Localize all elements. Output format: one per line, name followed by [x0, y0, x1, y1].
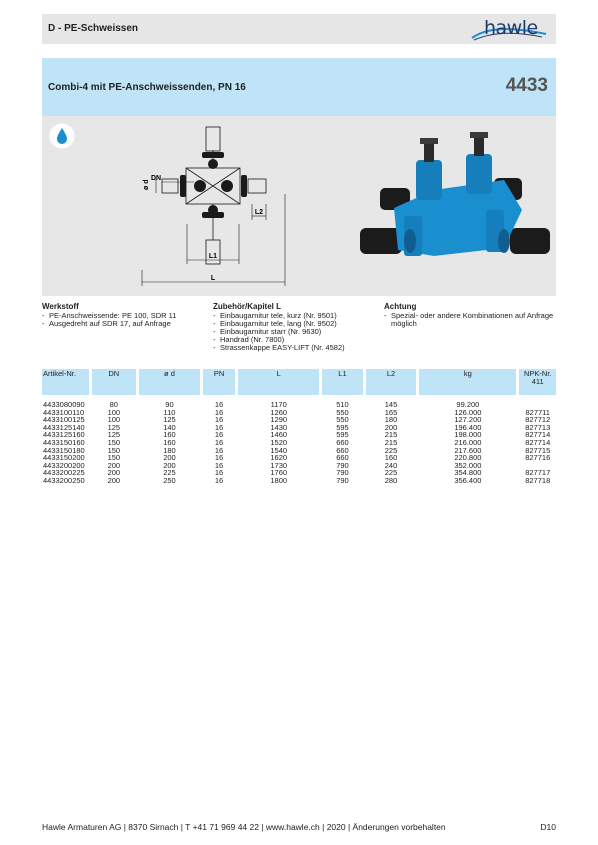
page-number: D10	[540, 822, 556, 832]
zubehoer-item: - Einbaugarnitur tele, lang (Nr. 9502)	[213, 320, 345, 328]
table-cell: 827712	[525, 415, 551, 425]
table-cell: 1430	[270, 422, 288, 432]
table-cell: 180	[384, 415, 398, 425]
product-photo	[354, 120, 554, 292]
table-cell: 16	[214, 430, 224, 440]
table-cell: 160	[163, 430, 176, 440]
table-cell: 100	[107, 407, 121, 417]
table-cell: 16	[214, 415, 224, 425]
table-cell: 595	[336, 430, 349, 440]
table-cell: 1260	[270, 407, 288, 417]
technical-drawing	[102, 120, 292, 288]
zubehoer-item: - Einbaugarnitur starr (Nr. 9630)	[213, 328, 345, 336]
table-cell: 827711	[525, 407, 550, 417]
table-cell: 790	[336, 475, 349, 485]
table-cell: 550	[336, 415, 349, 425]
zubehoer-heading: Zubehör/Kapitel L	[213, 302, 281, 311]
table-cell: 140	[163, 422, 176, 432]
table-cell: 125	[107, 430, 121, 440]
table-cell: 4433100125	[43, 415, 85, 425]
table-cell: 660	[336, 437, 349, 447]
table-cell: 16	[214, 437, 224, 447]
table-cell: 225	[163, 468, 176, 478]
achtung-item: - Spezial- oder andere Kombinationen auf Anfrage möglich	[384, 312, 556, 328]
col-header-pn: PN	[203, 369, 235, 395]
table-cell: 790	[336, 460, 349, 470]
table-cell: 100	[107, 415, 121, 425]
table-cell: 1460	[270, 430, 288, 440]
table-cell: 1760	[270, 468, 288, 478]
dn-label: DN	[150, 175, 162, 182]
table-cell: 200	[163, 460, 176, 470]
table-cell: 827718	[525, 475, 551, 485]
werkstoff-item: - Ausgedreht auf SDR 17, auf Anfrage	[42, 320, 176, 328]
table-cell: 150	[107, 445, 121, 455]
col-header-npk: NPK-Nr. 411	[519, 369, 556, 395]
table-cell: 240	[384, 460, 398, 470]
section-header	[42, 14, 556, 44]
article-table	[42, 369, 556, 485]
table-cell: 827717	[525, 468, 551, 478]
table-cell: 660	[336, 453, 349, 463]
table-cell: 180	[163, 445, 176, 455]
table-cell: 200	[107, 475, 121, 485]
table-cell: 595	[336, 422, 349, 432]
table-cell: 550	[336, 407, 349, 417]
table-cell: 200	[107, 460, 121, 470]
table-cell: 827716	[525, 453, 551, 463]
table-cell: 125	[163, 415, 176, 425]
table-cell: 145	[384, 400, 398, 409]
table-cell: 200	[107, 468, 121, 478]
table-cell: 4433200225	[43, 468, 85, 478]
table-cell: 150	[107, 437, 121, 447]
table-cell: 4433200250	[43, 475, 85, 485]
table-cell: 215	[384, 437, 398, 447]
table-cell: 510	[336, 400, 349, 409]
table-cell: 4433125140	[43, 422, 85, 432]
table-cell: 827713	[525, 422, 551, 432]
table-cell: 1540	[270, 445, 288, 455]
table-cell: 4433150160	[43, 437, 85, 447]
section-title: D - PE-Schweissen	[48, 23, 139, 34]
footer-text: Hawle Armaturen AG | 8370 Sirnach | T +41 71 969 44 22 | www.hawle.ch | 2020 | Änderungen vorbehalten	[42, 822, 446, 832]
zubehoer-item: - Einbaugarnitur tele, kurz (Nr. 9501)	[213, 312, 345, 320]
table-cell: 165	[384, 407, 398, 417]
table-cell: 280	[384, 475, 398, 485]
table-cell: 4433080090	[43, 400, 85, 409]
table-cell: 90	[165, 400, 174, 409]
table-cell: 16	[214, 400, 224, 409]
table-cell: 225	[384, 445, 398, 455]
achtung-heading: Achtung	[384, 302, 417, 311]
table-cell: 99.200	[456, 400, 480, 409]
table-cell: 790	[336, 468, 349, 478]
logo-text: hawle	[484, 17, 538, 39]
table-cell: 16	[214, 453, 224, 463]
table-cell: 827715	[525, 445, 551, 455]
table-cell: 16	[214, 445, 224, 455]
table-cell: 16	[214, 468, 224, 478]
table-cell: 356.400	[454, 475, 482, 485]
table-cell: 354.800	[454, 468, 482, 478]
col-header-l: L	[238, 369, 319, 395]
table-cell: 16	[214, 460, 224, 470]
table-cell: 1520	[270, 437, 288, 447]
col-header-l1: L1	[322, 369, 362, 395]
zubehoer-item: - Handrad (Nr. 7800)	[213, 336, 345, 344]
table-header-row	[42, 369, 556, 395]
table-cell: 1800	[270, 475, 288, 485]
table-cell: 250	[163, 475, 176, 485]
table-cell: 16	[214, 422, 224, 432]
water-drop-icon	[49, 123, 75, 149]
table-cell: 200	[384, 422, 398, 432]
hawle-logo	[468, 16, 550, 42]
col-header-dn: DN	[92, 369, 137, 395]
table-cell: 125	[107, 422, 121, 432]
werkstoff-block	[42, 303, 176, 328]
table-cell: 4433150200	[43, 453, 85, 463]
table-cell: 126.000	[454, 407, 482, 417]
table-cell: 352.000	[454, 460, 482, 470]
table-cell: 216.000	[454, 437, 482, 447]
l-label: L	[210, 275, 216, 282]
table-cell: 16	[214, 407, 224, 417]
table-row	[42, 477, 556, 485]
table-cell: 827714	[525, 437, 551, 447]
table-cell: 660	[336, 445, 349, 455]
table-cell: 150	[107, 453, 121, 463]
table-cell: 160	[384, 453, 398, 463]
table-cell: 110	[163, 407, 176, 417]
product-title-bar	[42, 58, 556, 116]
zubehoer-block	[213, 303, 345, 352]
od-label: ø d	[143, 179, 150, 190]
werkstoff-heading: Werkstoff	[42, 302, 79, 311]
werkstoff-item: - PE-Anschweissende: PE 100, SDR 11	[42, 312, 176, 320]
l1-label: L1	[208, 253, 218, 260]
table-cell: 1730	[270, 460, 288, 470]
table-cell: 196.400	[454, 422, 482, 432]
table-cell: 4433125160	[43, 430, 85, 440]
table-cell: 16	[214, 475, 224, 485]
col-header-od: ø d	[139, 369, 200, 395]
product-image-area	[42, 116, 556, 296]
table-cell: 200	[163, 453, 176, 463]
table-cell: 198.000	[454, 430, 482, 440]
table-cell: 160	[163, 437, 176, 447]
table-cell: 80	[109, 400, 118, 409]
col-header-artikel: Artikel-Nr.	[42, 369, 89, 395]
table-cell: 217.600	[454, 445, 482, 455]
table-cell: 225	[384, 468, 398, 478]
table-cell: 1170	[270, 400, 287, 409]
l2-label: L2	[254, 209, 264, 216]
table-cell: 215	[384, 430, 398, 440]
table-cell: 4433200200	[43, 460, 85, 470]
table-cell: 827714	[525, 430, 551, 440]
col-header-kg: kg	[419, 369, 516, 395]
article-number: 4433	[505, 75, 548, 96]
zubehoer-item: - Strassenkappe EASY-LIFT (Nr. 4582)	[213, 344, 345, 352]
achtung-block	[384, 303, 556, 328]
col-header-l2: L2	[366, 369, 417, 395]
product-title: Combi-4 mit PE-Anschweissenden, PN 16	[48, 82, 246, 93]
table-cell: 4433100110	[43, 407, 85, 417]
table-cell: 1620	[270, 453, 288, 463]
table-cell: 220.800	[454, 453, 482, 463]
table-cell: 127.200	[454, 415, 482, 425]
table-cell: 4433150180	[43, 445, 85, 455]
table-cell: 1290	[270, 415, 288, 425]
